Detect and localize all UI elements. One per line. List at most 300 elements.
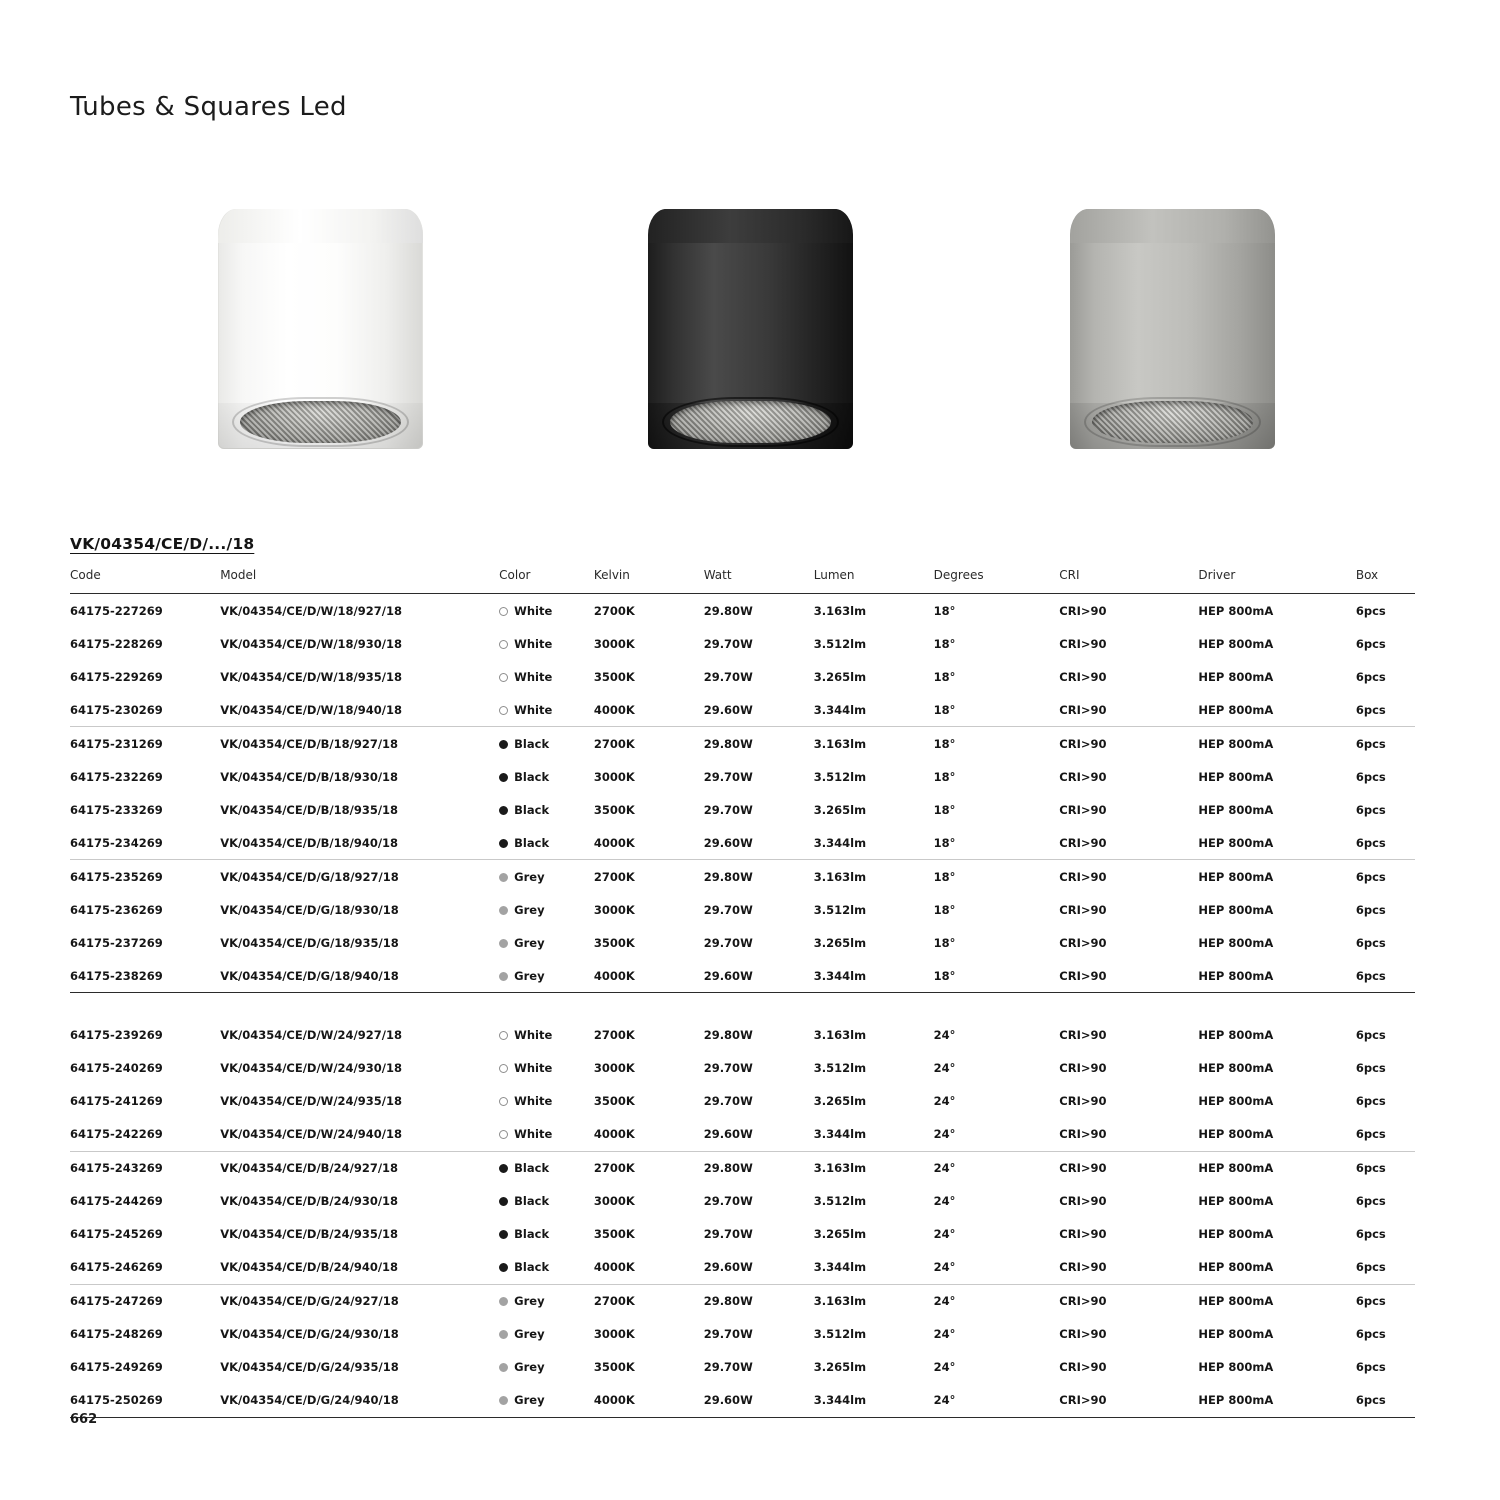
- color-label: White: [514, 1127, 553, 1141]
- cell-model: VK/04354/CE/D/B/18/940/18: [220, 826, 499, 860]
- cell-kelvin: 3000K: [593, 1194, 635, 1208]
- table-row[interactable]: [70, 1351, 1415, 1384]
- cell-lumen: 3.512lm: [813, 902, 867, 917]
- cell-degrees: 18°: [933, 769, 956, 784]
- cell-degrees: 24°: [933, 1360, 956, 1374]
- cell-model: VK/04354/CE/D/B/18/935/18: [220, 802, 399, 817]
- cell-color: [499, 727, 594, 761]
- cylinder-body-grey: [1070, 209, 1275, 449]
- cell-driver: HEP 800mA: [1198, 1194, 1274, 1208]
- cell-lumen: 3.265lm: [813, 669, 867, 684]
- cell-color: [499, 760, 594, 793]
- cell-degrees: 24°: [933, 1094, 956, 1108]
- cell-color: [499, 793, 594, 826]
- cell-kelvin: 3500K: [593, 669, 635, 684]
- cell-kelvin: 4000K: [594, 693, 704, 727]
- cell-code: 64175-235269: [70, 869, 163, 884]
- cell-cri: CRI>90: [1059, 1360, 1107, 1374]
- cell-watt: 29.60W: [704, 693, 814, 727]
- color-swatch-grey-icon: [499, 906, 508, 915]
- table-row[interactable]: [70, 793, 1415, 826]
- cell-driver: HEP 800mA: [1198, 902, 1274, 917]
- cell-color: [499, 1284, 594, 1318]
- cell-box: 6pcs: [1355, 1294, 1386, 1308]
- cell-color: [499, 1384, 594, 1418]
- cell-model: VK/04354/CE/D/W/24/927/18: [220, 1028, 402, 1042]
- led-lens-rim: [232, 397, 409, 447]
- color-label: Grey: [514, 1393, 545, 1407]
- cell-box: 6pcs: [1355, 636, 1386, 651]
- cell-box: 6pcs: [1355, 935, 1386, 950]
- cell-driver: HEP 800mA: [1198, 935, 1274, 950]
- cell-kelvin: 3500K: [593, 1094, 635, 1108]
- cell-watt: 29.70W: [703, 1194, 753, 1208]
- table-row[interactable]: [70, 1085, 1415, 1118]
- cell-box: 6pcs: [1355, 869, 1386, 884]
- column-header-kelvin: Kelvin: [594, 568, 704, 594]
- cell-kelvin: 4000K: [594, 826, 704, 860]
- color-label: White: [514, 603, 553, 618]
- cell-degrees: 18°: [934, 693, 1060, 727]
- cell-color: [499, 1351, 594, 1384]
- color-swatch-white-icon: [499, 1130, 508, 1139]
- table-row[interactable]: [70, 826, 1415, 860]
- cell-color: [499, 860, 594, 894]
- cell-model: VK/04354/CE/D/W/24/935/18: [220, 1094, 402, 1108]
- cell-box: 6pcs: [1355, 1360, 1386, 1374]
- table-row[interactable]: [70, 660, 1415, 693]
- cell-watt: 29.80W: [703, 736, 753, 751]
- color-label: White: [514, 1094, 553, 1108]
- cell-degrees: 18°: [933, 636, 956, 651]
- cell-driver: HEP 800mA: [1198, 1161, 1274, 1175]
- cell-driver: HEP 800mA: [1198, 1094, 1274, 1108]
- cell-kelvin: 3500K: [593, 935, 635, 950]
- cell-kelvin: 3500K: [593, 1227, 635, 1241]
- cell-model: VK/04354/CE/D/G/18/935/18: [220, 935, 399, 950]
- table-row[interactable]: [70, 760, 1415, 793]
- page-number: 662: [70, 1412, 98, 1427]
- cell-cri: CRI>90: [1059, 826, 1198, 860]
- cell-watt: 29.70W: [703, 902, 753, 917]
- cell-model: VK/04354/CE/D/G/18/927/18: [220, 869, 399, 884]
- cell-color: [499, 1218, 594, 1251]
- cell-color: [499, 693, 594, 727]
- spacer-cell: [70, 993, 1415, 1019]
- table-row[interactable]: [70, 1218, 1415, 1251]
- cell-kelvin: 3000K: [593, 1061, 635, 1075]
- color-label: Grey: [514, 1294, 545, 1308]
- cell-box: 6pcs: [1355, 1028, 1386, 1042]
- color-swatch-grey-icon: [499, 1330, 508, 1339]
- cell-kelvin: 2700K: [593, 603, 635, 618]
- cell-code: 64175-233269: [70, 802, 163, 817]
- cell-code: 64175-229269: [70, 669, 163, 684]
- cell-model: VK/04354/CE/D/G/24/935/18: [220, 1360, 399, 1374]
- cell-driver: HEP 800mA: [1198, 1327, 1274, 1341]
- table-row[interactable]: [70, 627, 1415, 660]
- color-label: Grey: [514, 1327, 545, 1341]
- cell-model: VK/04354/CE/D/B/24/940/18: [220, 1251, 499, 1285]
- cell-color: [499, 1085, 594, 1118]
- cell-driver: HEP 800mA: [1198, 959, 1355, 993]
- cell-model: VK/04354/CE/D/B/24/930/18: [220, 1194, 399, 1208]
- cell-lumen: 3.163lm: [813, 1294, 867, 1308]
- cell-degrees: 24°: [933, 1028, 956, 1042]
- color-label: White: [514, 669, 553, 684]
- cell-watt: 29.80W: [703, 603, 753, 618]
- cell-degrees: 18°: [933, 902, 956, 917]
- cell-model: VK/04354/CE/D/G/18/930/18: [220, 902, 399, 917]
- cell-driver: HEP 800mA: [1198, 1360, 1274, 1374]
- cell-code: 64175-247269: [70, 1294, 163, 1308]
- product-image-grey: [1070, 185, 1290, 475]
- cell-driver: HEP 800mA: [1198, 693, 1355, 727]
- cell-watt: 29.70W: [703, 802, 753, 817]
- cell-box: 6pcs: [1355, 603, 1386, 618]
- cell-box: 6pcs: [1355, 1327, 1386, 1341]
- table-row[interactable]: [70, 1151, 1415, 1185]
- cell-color: [499, 893, 594, 926]
- cell-model: VK/04354/CE/D/W/18/927/18: [220, 603, 402, 618]
- cell-driver: HEP 800mA: [1198, 1294, 1274, 1308]
- cell-driver: HEP 800mA: [1198, 1028, 1274, 1042]
- table-row[interactable]: [70, 959, 1415, 993]
- cell-lumen: 3.265lm: [813, 802, 867, 817]
- cell-lumen: 3.512lm: [813, 1194, 867, 1208]
- cell-box: 6pcs: [1355, 1161, 1386, 1175]
- product-image-white: [218, 185, 438, 475]
- cell-lumen: 3.344lm: [814, 1251, 934, 1285]
- cell-kelvin: 3000K: [593, 1327, 635, 1341]
- cell-code: 64175-242269: [70, 1118, 220, 1152]
- cell-code: 64175-236269: [70, 902, 163, 917]
- cell-degrees: 24°: [934, 1118, 1060, 1152]
- cell-color: [499, 826, 594, 860]
- cell-kelvin: 2700K: [593, 736, 635, 751]
- cell-color: [499, 1251, 594, 1285]
- color-swatch-white-icon: [499, 1097, 508, 1106]
- cell-color: [499, 926, 594, 959]
- color-label: Black: [514, 1260, 550, 1274]
- cell-watt: 29.80W: [703, 869, 753, 884]
- cell-code: 64175-230269: [70, 693, 220, 727]
- cell-watt: 29.70W: [703, 769, 753, 784]
- cell-watt: 29.70W: [703, 1327, 753, 1341]
- page-title: Tubes & Squares Led: [70, 92, 347, 122]
- cell-code: 64175-244269: [70, 1194, 163, 1208]
- cell-model: VK/04354/CE/D/B/18/930/18: [220, 769, 399, 784]
- table-row-spacer: [70, 993, 1415, 1019]
- cell-cri: CRI>90: [1059, 1384, 1198, 1418]
- cell-driver: HEP 800mA: [1198, 736, 1274, 751]
- cylinder-top-cap: [648, 209, 853, 243]
- cell-code: 64175-243269: [70, 1161, 163, 1175]
- cell-cri: CRI>90: [1059, 902, 1107, 917]
- column-header-cri: CRI: [1059, 568, 1198, 594]
- cell-cri: CRI>90: [1059, 1161, 1107, 1175]
- cell-degrees: 24°: [933, 1327, 956, 1341]
- table-row[interactable]: [70, 1052, 1415, 1085]
- cell-watt: 29.70W: [703, 935, 753, 950]
- cell-degrees: 18°: [933, 802, 956, 817]
- cell-cri: CRI>90: [1059, 669, 1107, 684]
- cell-kelvin: 3000K: [593, 902, 635, 917]
- cell-kelvin: 2700K: [593, 1028, 635, 1042]
- cell-cri: CRI>90: [1059, 1251, 1198, 1285]
- cell-lumen: 3.512lm: [813, 769, 867, 784]
- cell-lumen: 3.512lm: [813, 636, 867, 651]
- cell-box: 6pcs: [1356, 1251, 1415, 1285]
- cell-lumen: 3.344lm: [814, 826, 934, 860]
- cell-lumen: 3.265lm: [813, 935, 867, 950]
- color-label: White: [514, 636, 553, 651]
- table-body: [70, 594, 1415, 1418]
- cell-color: [499, 627, 594, 660]
- cell-cri: CRI>90: [1059, 1327, 1107, 1341]
- cell-degrees: 24°: [934, 1251, 1060, 1285]
- cell-watt: 29.60W: [704, 959, 814, 993]
- cell-driver: HEP 800mA: [1198, 826, 1355, 860]
- table-row[interactable]: [70, 1384, 1415, 1418]
- color-swatch-grey-icon: [499, 1396, 508, 1405]
- color-swatch-grey-icon: [499, 873, 508, 882]
- column-header-code: Code: [70, 568, 220, 594]
- cell-box: 6pcs: [1356, 826, 1415, 860]
- cylinder-body-black: [648, 209, 853, 449]
- cell-driver: HEP 800mA: [1198, 1384, 1355, 1418]
- table-row[interactable]: [70, 893, 1415, 926]
- cell-code: 64175-239269: [70, 1028, 163, 1042]
- cell-box: 6pcs: [1355, 802, 1386, 817]
- color-swatch-white-icon: [499, 673, 508, 682]
- cell-color: [499, 1052, 594, 1085]
- cell-watt: 29.70W: [703, 1094, 753, 1108]
- color-swatch-black-icon: [499, 773, 508, 782]
- cell-lumen: 3.265lm: [813, 1094, 867, 1108]
- cylinder-top-cap: [1070, 209, 1275, 243]
- cell-kelvin: 3000K: [593, 636, 635, 651]
- cell-model: VK/04354/CE/D/W/24/930/18: [220, 1061, 402, 1075]
- cell-driver: HEP 800mA: [1198, 669, 1274, 684]
- cell-watt: 29.70W: [703, 669, 753, 684]
- color-swatch-black-icon: [499, 1230, 508, 1239]
- cell-color: [499, 1019, 594, 1052]
- cell-cri: CRI>90: [1059, 1061, 1107, 1075]
- cell-lumen: 3.265lm: [813, 1360, 867, 1374]
- cell-code: 64175-241269: [70, 1094, 163, 1108]
- table-row[interactable]: [70, 1118, 1415, 1152]
- color-label: Black: [514, 736, 550, 751]
- cell-lumen: 3.344lm: [814, 959, 934, 993]
- cell-cri: CRI>90: [1059, 1028, 1107, 1042]
- color-swatch-black-icon: [499, 1197, 508, 1206]
- table-row[interactable]: [70, 693, 1415, 727]
- cell-driver: HEP 800mA: [1198, 603, 1274, 618]
- cell-watt: 29.60W: [704, 1118, 814, 1152]
- color-swatch-grey-icon: [499, 939, 508, 948]
- cell-lumen: 3.163lm: [813, 736, 867, 751]
- cell-code: 64175-249269: [70, 1360, 163, 1374]
- cell-watt: 29.70W: [703, 1360, 753, 1374]
- table-row[interactable]: [70, 926, 1415, 959]
- cell-kelvin: 4000K: [594, 959, 704, 993]
- cell-code: 64175-227269: [70, 603, 163, 618]
- product-image-black: [648, 185, 868, 475]
- cell-degrees: 18°: [933, 736, 956, 751]
- cell-kelvin: 2700K: [593, 869, 635, 884]
- cell-cri: CRI>90: [1059, 869, 1107, 884]
- cell-degrees: 18°: [933, 869, 956, 884]
- cell-cri: CRI>90: [1059, 935, 1107, 950]
- color-swatch-white-icon: [499, 1031, 508, 1040]
- cell-code: 64175-245269: [70, 1227, 163, 1241]
- cell-box: 6pcs: [1355, 1061, 1386, 1075]
- reference-code: VK/04354/CE/D/.../18: [70, 535, 255, 553]
- table-row[interactable]: [70, 1251, 1415, 1285]
- color-label: Black: [514, 835, 550, 850]
- cell-watt: 29.80W: [703, 1028, 753, 1042]
- cell-model: VK/04354/CE/D/G/24/940/18: [220, 1384, 499, 1418]
- table-row[interactable]: [70, 860, 1415, 894]
- cell-color: [499, 1118, 594, 1152]
- led-lens-rim: [1084, 397, 1261, 447]
- color-swatch-white-icon: [499, 640, 508, 649]
- cell-watt: 29.60W: [704, 826, 814, 860]
- cell-degrees: 24°: [933, 1061, 956, 1075]
- color-swatch-black-icon: [499, 1263, 508, 1272]
- color-label: White: [514, 1028, 553, 1042]
- cell-driver: HEP 800mA: [1198, 1118, 1355, 1152]
- cell-code: 64175-238269: [70, 959, 220, 993]
- cell-driver: HEP 800mA: [1198, 636, 1274, 651]
- cell-code: 64175-240269: [70, 1061, 163, 1075]
- cell-kelvin: 3500K: [593, 802, 635, 817]
- cell-driver: HEP 800mA: [1198, 1227, 1274, 1241]
- column-header-degrees: Degrees: [934, 568, 1060, 594]
- cell-kelvin: 3000K: [593, 769, 635, 784]
- cell-watt: 29.80W: [703, 1161, 753, 1175]
- cell-lumen: 3.163lm: [813, 603, 867, 618]
- color-swatch-black-icon: [499, 839, 508, 848]
- cell-lumen: 3.344lm: [814, 693, 934, 727]
- cell-cri: CRI>90: [1059, 603, 1107, 618]
- column-header-lumen: Lumen: [814, 568, 934, 594]
- color-swatch-black-icon: [499, 1164, 508, 1173]
- cell-driver: HEP 800mA: [1198, 802, 1274, 817]
- cell-code: 64175-250269: [70, 1384, 220, 1418]
- cell-box: 6pcs: [1356, 959, 1415, 993]
- cell-kelvin: 4000K: [594, 1118, 704, 1152]
- color-label: Black: [514, 769, 550, 784]
- cell-degrees: 18°: [933, 935, 956, 950]
- color-label: White: [514, 702, 553, 717]
- color-swatch-grey-icon: [499, 1363, 508, 1372]
- table-row[interactable]: [70, 1284, 1415, 1318]
- led-lens-rim: [662, 397, 839, 447]
- cell-degrees: 24°: [933, 1227, 956, 1241]
- cell-cri: CRI>90: [1059, 802, 1107, 817]
- cell-color: [499, 959, 594, 993]
- cell-code: 64175-228269: [70, 636, 163, 651]
- cell-cri: CRI>90: [1059, 1118, 1198, 1152]
- cell-color: [499, 1151, 594, 1185]
- cell-code: 64175-234269: [70, 826, 220, 860]
- table-row[interactable]: [70, 1318, 1415, 1351]
- column-header-model: Model: [220, 568, 499, 594]
- cell-box: 6pcs: [1355, 1194, 1386, 1208]
- cell-model: VK/04354/CE/D/G/24/927/18: [220, 1294, 399, 1308]
- cell-lumen: 3.163lm: [813, 1028, 867, 1042]
- cell-box: 6pcs: [1356, 1384, 1415, 1418]
- cylinder-top-cap: [218, 209, 423, 243]
- column-header-box: Box: [1356, 568, 1415, 594]
- color-label: Black: [514, 1161, 550, 1175]
- product-image-row: [70, 185, 1430, 475]
- cell-degrees: 24°: [933, 1294, 956, 1308]
- color-swatch-white-icon: [499, 607, 508, 616]
- table-row[interactable]: [70, 1185, 1415, 1218]
- cell-code: 64175-232269: [70, 769, 163, 784]
- cell-cri: CRI>90: [1059, 1294, 1107, 1308]
- cell-degrees: 24°: [933, 1161, 956, 1175]
- color-label: Grey: [514, 1360, 545, 1374]
- cell-box: 6pcs: [1355, 902, 1386, 917]
- cell-cri: CRI>90: [1059, 959, 1198, 993]
- cell-driver: HEP 800mA: [1198, 869, 1274, 884]
- cell-cri: CRI>90: [1059, 1227, 1107, 1241]
- table-row[interactable]: [70, 727, 1415, 761]
- color-label: Grey: [514, 869, 545, 884]
- cell-kelvin: 3500K: [593, 1360, 635, 1374]
- cell-degrees: 18°: [933, 669, 956, 684]
- cell-box: 6pcs: [1355, 736, 1386, 751]
- cylinder-body-white: [218, 209, 423, 449]
- cell-code: 64175-246269: [70, 1251, 220, 1285]
- color-label: Black: [514, 1194, 550, 1208]
- color-label: Black: [514, 802, 550, 817]
- cell-watt: 29.70W: [703, 1227, 753, 1241]
- cell-degrees: 24°: [934, 1384, 1060, 1418]
- cell-model: VK/04354/CE/D/B/24/927/18: [220, 1161, 399, 1175]
- cell-box: 6pcs: [1356, 693, 1415, 727]
- cell-kelvin: 4000K: [594, 1251, 704, 1285]
- cell-degrees: 18°: [934, 826, 1060, 860]
- table-row[interactable]: [70, 1019, 1415, 1052]
- color-swatch-grey-icon: [499, 1297, 508, 1306]
- cell-kelvin: 4000K: [594, 1384, 704, 1418]
- cell-lumen: 3.163lm: [813, 869, 867, 884]
- cell-model: VK/04354/CE/D/G/18/940/18: [220, 959, 499, 993]
- cell-box: 6pcs: [1356, 1118, 1415, 1152]
- color-label: Grey: [514, 935, 545, 950]
- cell-cri: CRI>90: [1059, 693, 1198, 727]
- table-row[interactable]: [70, 594, 1415, 628]
- cell-code: 64175-248269: [70, 1327, 163, 1341]
- color-swatch-white-icon: [499, 706, 508, 715]
- color-label: Black: [514, 1227, 550, 1241]
- cell-lumen: 3.163lm: [813, 1161, 867, 1175]
- specification-table: [70, 568, 1415, 1418]
- cell-box: 6pcs: [1355, 1227, 1386, 1241]
- cell-code: 64175-231269: [70, 736, 163, 751]
- cell-color: [499, 660, 594, 693]
- cell-driver: HEP 800mA: [1198, 1251, 1355, 1285]
- cell-watt: 29.60W: [704, 1384, 814, 1418]
- column-header-watt: Watt: [704, 568, 814, 594]
- color-swatch-white-icon: [499, 1064, 508, 1073]
- cell-driver: HEP 800mA: [1198, 769, 1274, 784]
